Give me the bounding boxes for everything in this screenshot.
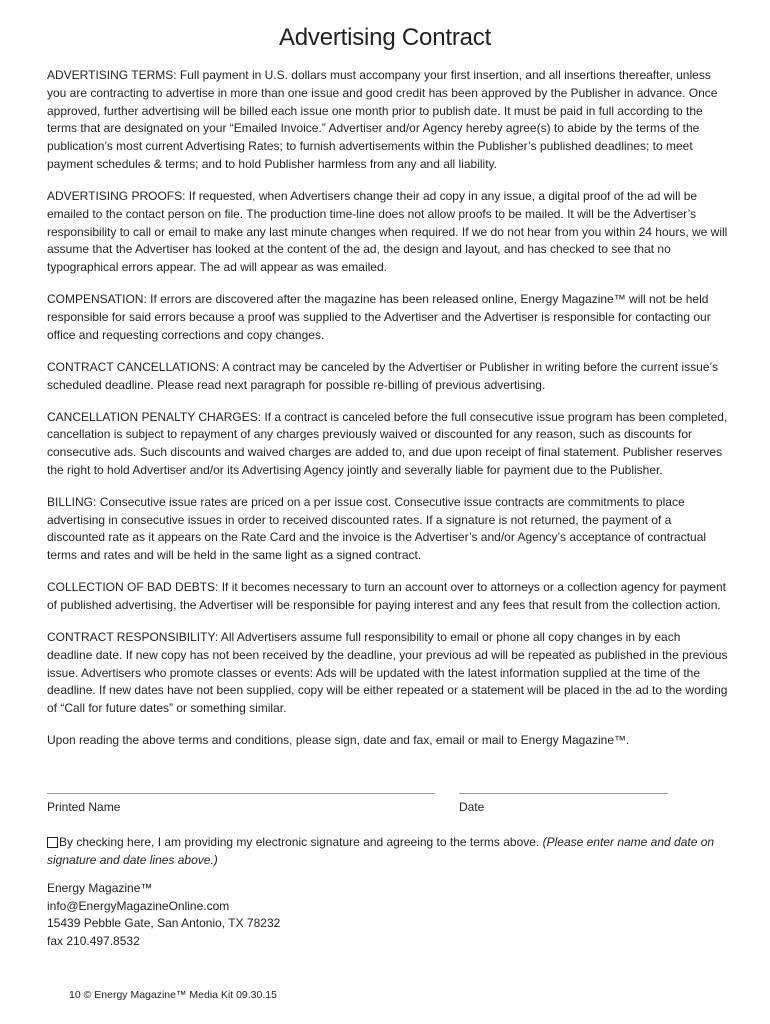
- esign-checkbox[interactable]: [47, 837, 58, 848]
- contact-fax: fax 210.497.8532: [47, 933, 140, 948]
- date-label: Date: [459, 800, 485, 814]
- page-title: Advertising Contract: [278, 24, 492, 51]
- esign-note: (Please enter name and date on signature and date lines above.): [47, 835, 715, 867]
- paragraph-contract-responsibility: CONTRACT RESPONSIBILITY: All Advertisers assume full responsibility to email or phone all copy changes in by each deadline date. If new copy has not been received by the deadline, your previous ad will be repeated as published in the previous issue. Advertisers who promote classes or events: Ads will be updated with the latest information supplied at the time of the deadline. If new dates have not been supplied, copy will be either repeated or a statement will be placed in the ad to the wording of “Call for future dates” or something similar.: [47, 630, 728, 716]
- contact-email: info@EnergyMagazineOnline.com: [47, 898, 230, 913]
- paragraph-bad-debts: COLLECTION OF BAD DEBTS: If it becomes necessary to turn an account over to attorneys or a collection agency for payment of published advertising, the Advertiser will be responsible for paying interest and any fees that result from the collection action.: [47, 580, 726, 613]
- page-footer: [69, 988, 277, 1002]
- terms-body: [47, 67, 729, 764]
- printed-name-line[interactable]: [47, 793, 435, 794]
- contact-address: 15439 Pebble Gate, San Antonio, TX 78232: [47, 916, 281, 931]
- paragraph-compensation: COMPENSATION: If errors are discovered after the magazine has been released online, Energy Magazine™ will not be held responsible for said errors because a proof was supplied to the Advertiser and the Advertiser is responsible for contacting our office and requesting corrections and copy changes.: [47, 292, 711, 342]
- paragraph-contract-cancellations: CONTRACT CANCELLATIONS: A contract may be canceled by the Advertiser or Publisher in writing before the current issue’s scheduled deadline. Please read next paragraph for possible re-billing of previous advertising.: [47, 359, 718, 392]
- paragraph-advertising-proofs: ADVERTISING PROOFS: If requested, when Advertisers change their ad copy in any issue, a digital proof of the ad will be emailed to the contact person on file. The production time-line does not allow proofs to be mailed. It will be the Advertiser’s responsibility to call or email to make any last minute changes when required. If we do not hear from you within 24 hours, we will assume that the Advertiser has looked at the content of the ad, the design and layout, and has checked to see that no typographical errors appear. The ad will appear as was emailed.: [47, 188, 728, 275]
- date-line[interactable]: [459, 793, 668, 794]
- printed-name-label: Printed Name: [47, 800, 121, 814]
- page-number: 10: [69, 989, 81, 1001]
- contact-block: [47, 880, 280, 950]
- paragraph-sign-instructions: Upon reading the above terms and conditions, please sign, date and fax, email or mail to Energy Magazine™.: [47, 733, 630, 748]
- paragraph-billing: BILLING: Consecutive issue rates are priced on a per issue cost. Consecutive issue contracts are commitments to place advertising in consecutive issues in order to received discounted rates. If a signature is not returned, the payment of a discounted rate as it appears on the Rate Card and the invoice is the Advertiser’s and/or Agency’s acceptance of contractual terms and rates and will be held in the same light as a signed contract.: [47, 494, 707, 563]
- esign-text: By checking here, I am providing my electronic signature and agreeing to the terms above.: [59, 835, 540, 849]
- contact-company: Energy Magazine™: [47, 881, 153, 895]
- footer-text: © Energy Magazine™ Media Kit 09.30.15: [83, 989, 277, 1001]
- paragraph-advertising-terms: ADVERTISING TERMS: Full payment in U.S. dollars must accompany your first insertion, and all insertions thereafter, unless you are contracting to advertise in more than one issue and good credit has been approved by the Publisher in advance. Once approved, further advertising will be billed each issue one month prior to publish date. It must be paid in full according to the terms that are designated on your “Emailed Invoice.” Advertiser and/or Agency hereby agree(s) to abide by the terms of the publication’s most current Advertising Rates; to furnish advertisements within the Publisher’s published deadlines; to meet payment schedules & terms; and to hold Publisher harmless from any and all liability.: [47, 68, 718, 171]
- esign-statement: [47, 833, 737, 869]
- paragraph-cancellation-penalty: CANCELLATION PENALTY CHARGES: If a contract is canceled before the full consecutive issue program has been completed, cancellation is subject to repayment of any charges previously waived or discounted for any reason, such as discounts for consecutive ads. Such discounts and waived charges are added to, and due upon receipt of final statement. Publisher reserves the right to hold Advertiser and/or its Advertising Agency jointly and severally liable for payment due to the Publisher.: [47, 409, 728, 477]
